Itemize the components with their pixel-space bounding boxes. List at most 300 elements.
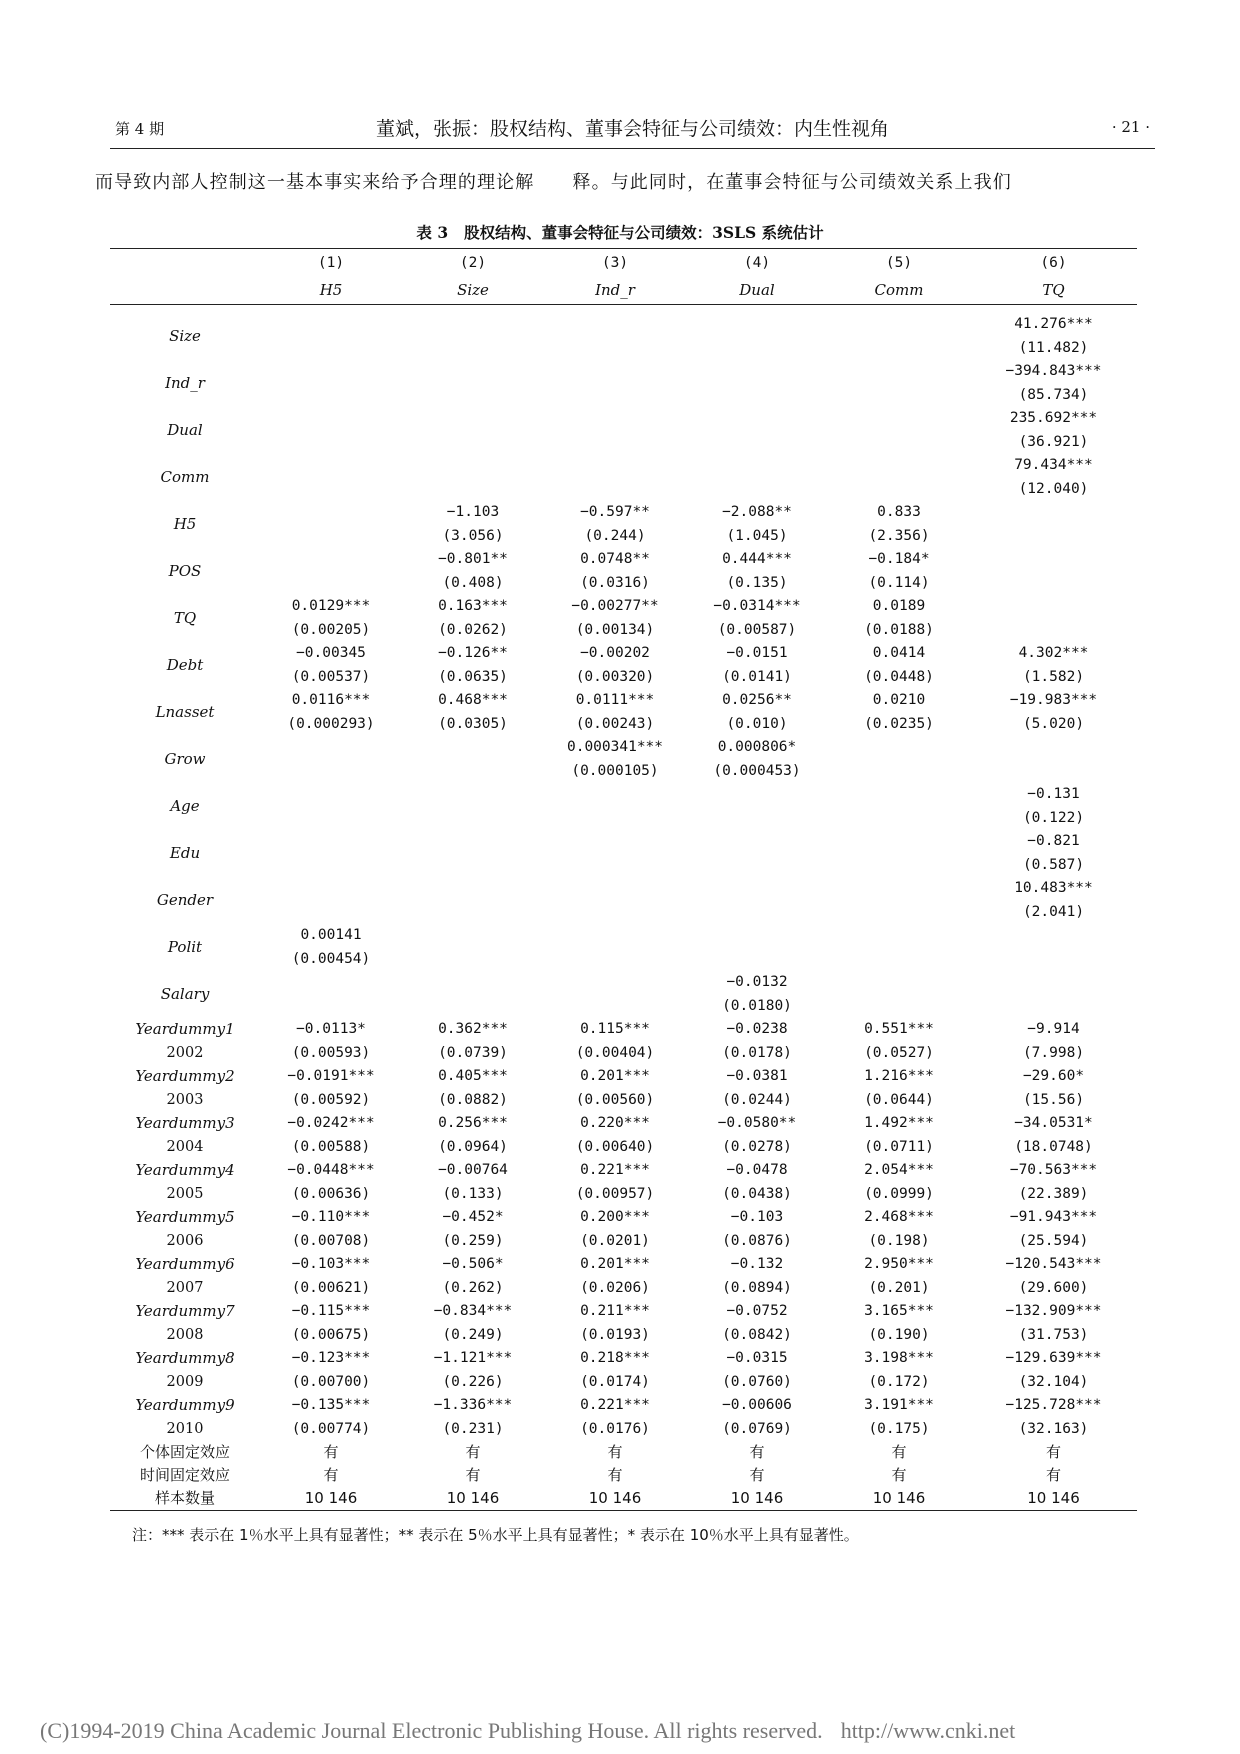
year-dummy-label: Yeardummy8 (135, 1349, 235, 1367)
coef-row (110, 689, 1137, 713)
coef-cell (260, 360, 402, 384)
se-cell: (0.0842) (722, 1326, 792, 1343)
se-cell: (0.0305) (438, 715, 508, 732)
se-cell (402, 901, 544, 925)
coef-cell: 0.0111*** (575, 692, 655, 708)
coef-cell (828, 877, 970, 901)
coef-cell (402, 971, 544, 995)
se-cell (970, 572, 1137, 596)
se-cell (686, 431, 828, 455)
row-label: Age (170, 796, 200, 815)
se-cell (260, 431, 402, 455)
se-cell: (0.587) (1022, 856, 1085, 873)
fixed-effect-row (110, 1487, 1137, 1511)
year-coef-row (110, 1112, 1137, 1136)
se-cell: (0.0876) (722, 1232, 792, 1249)
se-cell (828, 995, 970, 1019)
coef-cell (828, 360, 970, 384)
col-number: (6) (1040, 255, 1067, 271)
se-cell (828, 807, 970, 831)
se-cell (402, 337, 544, 361)
se-cell (402, 478, 544, 502)
se-cell: (0.172) (868, 1373, 930, 1390)
se-cell (828, 901, 970, 925)
se-cell (544, 807, 686, 831)
coef-cell: 0.201*** (580, 1068, 650, 1084)
se-cell: (0.0180) (722, 997, 792, 1014)
row-label: Size (169, 326, 201, 345)
fixed-effect-cell: 有 (323, 1443, 339, 1461)
se-row (110, 384, 1137, 408)
se-cell: (0.0262) (438, 621, 508, 638)
se-cell: (0.262) (442, 1279, 504, 1296)
dependent-variable-row (110, 277, 1137, 305)
se-cell (970, 619, 1137, 643)
se-cell: (11.482) (1018, 339, 1089, 356)
se-cell: (0.0244) (722, 1091, 792, 1108)
year-label: 2010 (166, 1420, 204, 1437)
coef-cell: −129.639*** (1005, 1350, 1102, 1366)
coef-row (110, 971, 1137, 995)
se-cell: (0.133) (442, 1185, 504, 1202)
se-cell (828, 948, 970, 972)
coef-cell (402, 360, 544, 384)
coef-cell (544, 305, 686, 337)
row-label: Polit (167, 937, 203, 956)
se-cell (544, 995, 686, 1019)
coef-cell: −0.00606 (722, 1397, 792, 1413)
coef-cell: 2.054*** (864, 1162, 934, 1178)
coef-cell: 0.0129*** (291, 598, 371, 614)
coef-cell: 1.492*** (864, 1115, 934, 1131)
coef-cell (828, 305, 970, 337)
header-blank (110, 277, 260, 305)
se-row (110, 619, 1137, 643)
col-number: (2) (459, 255, 487, 271)
se-row (110, 760, 1137, 784)
coef-cell: 0.0256** (722, 692, 792, 708)
se-cell (260, 807, 402, 831)
row-label: H5 (173, 514, 197, 533)
se-cell: (0.00593) (291, 1044, 371, 1061)
se-cell: (5.020) (1022, 715, 1085, 732)
coef-row (110, 877, 1137, 901)
se-row (110, 666, 1137, 690)
se-cell (686, 478, 828, 502)
fixed-effect-row (110, 1441, 1137, 1464)
coef-cell (544, 830, 686, 854)
row-label: Gender (156, 890, 214, 909)
se-cell: (0.226) (442, 1373, 504, 1390)
coef-cell (828, 454, 970, 478)
coef-cell (402, 924, 544, 948)
year-dummy-label: Yeardummy9 (135, 1396, 235, 1414)
body-text-line: 而导致内部人控制这一基本事实来给予合理的理论解 释。与此同时，在董事会特征与公司绩效关系上我们 (95, 172, 1012, 193)
table-caption-text: 股权结构、董事会特征与公司绩效：3SLS 系统估计 (464, 223, 824, 242)
se-cell: (0.0769) (722, 1420, 792, 1437)
coef-cell (260, 736, 402, 760)
coef-cell: 0.833 (877, 504, 921, 520)
se-cell: (0.000293) (287, 715, 375, 732)
se-cell: (0.0316) (580, 574, 650, 591)
coef-cell: −0.0132 (726, 974, 788, 990)
coef-cell (828, 783, 970, 807)
se-cell (544, 337, 686, 361)
coef-cell: −0.110*** (291, 1209, 371, 1225)
coef-cell: −125.728*** (1005, 1397, 1102, 1413)
col-variable: Ind_r (595, 281, 635, 299)
coef-cell (828, 407, 970, 431)
coef-cell: −0.0151 (726, 645, 788, 661)
year-se-row (110, 1324, 1137, 1348)
coef-row (110, 454, 1137, 478)
year-label: 2006 (166, 1232, 204, 1249)
se-cell (970, 948, 1137, 972)
coef-cell: 0.0189 (872, 598, 926, 614)
se-cell: (0.0188) (864, 621, 934, 638)
coef-cell: −0.123*** (291, 1350, 371, 1366)
se-cell: (0.0193) (580, 1326, 650, 1343)
coef-cell (828, 830, 970, 854)
coef-row (110, 736, 1137, 760)
coef-row (110, 360, 1137, 384)
col-number: (5) (885, 255, 913, 271)
coef-cell: −0.132 (730, 1256, 784, 1272)
se-cell: (0.135) (726, 574, 788, 591)
year-label: 2009 (166, 1373, 204, 1390)
coef-cell: −0.0191*** (287, 1068, 375, 1084)
coef-row (110, 407, 1137, 431)
year-se-row (110, 1418, 1137, 1442)
se-cell (686, 384, 828, 408)
se-cell: (0.010) (726, 715, 788, 732)
se-row (110, 807, 1137, 831)
year-coef-row (110, 1253, 1137, 1277)
se-cell: (0.00588) (291, 1138, 371, 1155)
coef-cell: 0.0116*** (291, 692, 371, 708)
coef-cell (260, 454, 402, 478)
coef-cell: −0.00202 (580, 645, 650, 661)
coef-row (110, 595, 1137, 619)
fixed-effect-cell: 有 (1045, 1466, 1061, 1484)
se-cell (970, 525, 1137, 549)
se-cell: (31.753) (1018, 1326, 1089, 1343)
se-cell: (0.00454) (291, 950, 371, 967)
se-cell (260, 525, 402, 549)
column-number-row (110, 249, 1137, 278)
se-cell: (0.114) (868, 574, 930, 591)
se-cell: (0.259) (442, 1232, 504, 1249)
se-cell: (0.201) (868, 1279, 930, 1296)
coef-cell: 0.221*** (580, 1162, 650, 1178)
year-coef-row (110, 1300, 1137, 1324)
se-cell: (0.175) (868, 1420, 930, 1437)
year-dummy-label: Yeardummy5 (135, 1208, 235, 1226)
coef-cell: −91.943*** (1009, 1209, 1098, 1225)
coef-cell (260, 305, 402, 337)
coef-cell: 10.483*** (1014, 880, 1093, 896)
se-row (110, 431, 1137, 455)
coef-cell (686, 830, 828, 854)
coef-cell: −120.543*** (1005, 1256, 1102, 1272)
coef-cell: −1.121*** (433, 1350, 513, 1366)
coef-cell: 0.221*** (580, 1397, 650, 1413)
se-cell: (0.00560) (575, 1091, 655, 1108)
coef-cell (402, 830, 544, 854)
coef-cell: 0.200*** (580, 1209, 650, 1225)
coef-cell: 0.0414 (872, 645, 926, 661)
coef-cell: −9.914 (1027, 1021, 1080, 1037)
table-caption-number: 表 3 (416, 223, 449, 242)
col-variable: Dual (739, 281, 775, 299)
coef-cell (828, 924, 970, 948)
se-cell: (0.00621) (291, 1279, 371, 1296)
se-row (110, 948, 1137, 972)
fixed-effect-cell: 有 (323, 1466, 339, 1484)
se-cell (686, 337, 828, 361)
se-cell (544, 384, 686, 408)
se-cell: (7.998) (1022, 1044, 1085, 1061)
coef-cell: −0.103 (730, 1209, 784, 1225)
coef-cell: −0.0752 (726, 1303, 788, 1319)
coef-cell: −1.336*** (433, 1397, 513, 1413)
year-se-row (110, 1136, 1137, 1160)
se-cell: (0.00774) (291, 1420, 371, 1437)
fixed-effect-label: 个体固定效应 (139, 1443, 230, 1461)
year-se-row (110, 1230, 1137, 1254)
fixed-effect-label: 时间固定效应 (139, 1466, 230, 1484)
year-coef-row (110, 1018, 1137, 1042)
se-cell (402, 995, 544, 1019)
coef-cell (970, 736, 1137, 760)
coef-cell (544, 924, 686, 948)
fixed-effect-cell: 有 (607, 1443, 623, 1461)
year-dummy-label: Yeardummy2 (135, 1067, 235, 1085)
se-cell: (0.0141) (722, 668, 792, 685)
coef-cell (828, 971, 970, 995)
coef-cell: 0.201*** (580, 1256, 650, 1272)
se-cell: (0.190) (868, 1326, 930, 1343)
fixed-effect-cell: 有 (465, 1443, 481, 1461)
fixed-effect-label: 样本数量 (154, 1489, 215, 1507)
row-label: Edu (169, 843, 201, 862)
se-row (110, 572, 1137, 596)
coef-cell: 0.405*** (438, 1068, 508, 1084)
coef-cell: −0.0315 (726, 1350, 788, 1366)
coef-cell: −70.563*** (1009, 1162, 1098, 1178)
regression-table (110, 248, 1137, 1511)
se-cell (828, 760, 970, 784)
coef-cell (544, 877, 686, 901)
se-cell: (0.00957) (575, 1185, 655, 1202)
se-cell: (0.000453) (713, 762, 801, 779)
se-cell (402, 854, 544, 878)
se-cell (828, 854, 970, 878)
coef-cell (686, 924, 828, 948)
coef-cell: −29.60* (1022, 1068, 1085, 1084)
se-cell: (0.0760) (722, 1373, 792, 1390)
col-number: (1) (317, 255, 345, 271)
se-cell (828, 431, 970, 455)
se-cell (260, 384, 402, 408)
se-row (110, 854, 1137, 878)
row-label: Debt (166, 655, 204, 674)
se-cell (544, 948, 686, 972)
coef-cell (260, 548, 402, 572)
se-cell: (0.00205) (291, 621, 371, 638)
se-cell (260, 760, 402, 784)
coef-cell: −0.131 (1027, 786, 1080, 802)
se-cell: (0.0206) (580, 1279, 650, 1296)
se-cell: (0.0894) (722, 1279, 792, 1296)
year-se-row (110, 1089, 1137, 1113)
se-cell: (0.231) (442, 1420, 504, 1437)
se-cell: (0.0739) (438, 1044, 508, 1061)
fixed-effect-cell: 有 (465, 1466, 481, 1484)
coef-cell (544, 407, 686, 431)
row-label: Salary (160, 984, 210, 1003)
row-label: Dual (167, 420, 203, 439)
fixed-effect-cell: 10 146 (872, 1489, 926, 1507)
coef-cell: 0.362*** (438, 1021, 508, 1037)
se-cell (402, 807, 544, 831)
se-cell: (3.056) (442, 527, 504, 544)
coef-cell: −132.909*** (1005, 1303, 1102, 1319)
coef-cell: −0.00764 (438, 1162, 508, 1178)
se-cell (970, 760, 1137, 784)
col-variable: Size (457, 281, 489, 299)
coef-cell: 3.198*** (864, 1350, 934, 1366)
coef-cell (970, 548, 1137, 572)
se-cell (402, 948, 544, 972)
coef-cell (402, 736, 544, 760)
se-cell: (0.00640) (575, 1138, 655, 1155)
se-cell: (12.040) (1018, 480, 1089, 497)
coef-cell: 0.220*** (580, 1115, 650, 1131)
coef-cell: 0.468*** (438, 692, 508, 708)
year-se-row (110, 1042, 1137, 1066)
se-cell (544, 431, 686, 455)
se-row (110, 995, 1137, 1019)
coef-cell: −0.0381 (726, 1068, 788, 1084)
se-cell: (0.249) (442, 1326, 504, 1343)
coef-cell: 0.218*** (580, 1350, 650, 1366)
coef-row (110, 783, 1137, 807)
row-label: TQ (173, 608, 197, 627)
se-cell (260, 901, 402, 925)
coef-cell: −2.088** (722, 504, 792, 520)
col-variable: Comm (874, 281, 924, 299)
year-se-row (110, 1371, 1137, 1395)
se-cell: (0.0201) (580, 1232, 650, 1249)
fixed-effect-cell: 有 (891, 1443, 907, 1461)
coef-row (110, 642, 1137, 666)
copyright-footer (40, 1718, 1015, 1744)
coef-row (110, 305, 1137, 337)
fixed-effect-cell: 10 146 (730, 1489, 784, 1507)
year-coef-row (110, 1347, 1137, 1371)
year-label: 2005 (166, 1185, 204, 1202)
coef-cell: −0.506* (442, 1256, 504, 1272)
se-cell (260, 995, 402, 1019)
se-row (110, 337, 1137, 361)
coef-cell: 0.444*** (722, 551, 792, 567)
se-cell (402, 384, 544, 408)
se-cell: (0.0438) (722, 1185, 792, 1202)
coef-cell: 79.434*** (1014, 457, 1093, 473)
issue-number: 第 4 期 (115, 120, 165, 138)
coef-cell (686, 305, 828, 337)
se-cell: (0.00587) (717, 621, 797, 638)
se-cell: (0.00592) (291, 1091, 371, 1108)
coef-cell: 0.000341*** (566, 739, 664, 755)
coef-cell (402, 783, 544, 807)
se-cell: (32.104) (1018, 1373, 1089, 1390)
running-title: 董斌，张振：股权结构、董事会特征与公司绩效：内生性视角 (375, 118, 889, 140)
year-coef-row (110, 1206, 1137, 1230)
coef-cell: 235.692*** (1009, 410, 1098, 426)
coef-cell: −1.103 (446, 504, 500, 520)
fixed-effect-row (110, 1464, 1137, 1487)
header-blank (110, 249, 260, 278)
coef-cell: 2.950*** (864, 1256, 934, 1272)
row-label: POS (168, 561, 202, 580)
coef-cell: 0.163*** (438, 598, 508, 614)
se-cell: (0.00243) (575, 715, 655, 732)
se-cell (828, 337, 970, 361)
coef-cell: 0.256*** (438, 1115, 508, 1131)
se-row (110, 525, 1137, 549)
coef-cell: −0.0478 (726, 1162, 788, 1178)
coef-cell: −0.0242*** (287, 1115, 375, 1131)
coef-cell: −0.103*** (291, 1256, 371, 1272)
se-cell (544, 854, 686, 878)
se-cell (686, 948, 828, 972)
se-cell: (0.408) (442, 574, 504, 591)
year-dummy-label: Yeardummy4 (135, 1161, 235, 1179)
se-cell: (18.0748) (1014, 1138, 1093, 1155)
coef-cell (402, 454, 544, 478)
year-coef-row (110, 1159, 1137, 1183)
se-cell: (0.0999) (864, 1185, 934, 1202)
year-label: 2002 (166, 1044, 204, 1061)
col-number: (4) (743, 255, 771, 271)
se-cell: (0.0964) (438, 1138, 508, 1155)
year-dummy-label: Yeardummy6 (135, 1255, 235, 1273)
se-cell: (0.0278) (722, 1138, 792, 1155)
coef-cell (686, 360, 828, 384)
se-cell: (0.0711) (864, 1138, 934, 1155)
fixed-effect-cell: 10 146 (304, 1489, 358, 1507)
year-coef-row (110, 1394, 1137, 1418)
coef-cell: −19.983*** (1009, 692, 1098, 708)
se-cell: (0.122) (1022, 809, 1085, 826)
coef-cell: −0.0314*** (713, 598, 801, 614)
se-row (110, 901, 1137, 925)
coef-row (110, 548, 1137, 572)
se-cell: (0.00404) (575, 1044, 655, 1061)
coef-cell (686, 877, 828, 901)
se-cell: (1.582) (1022, 668, 1085, 685)
se-cell (970, 995, 1137, 1019)
fixed-effect-cell: 10 146 (446, 1489, 500, 1507)
coef-row (110, 924, 1137, 948)
se-cell: (0.0882) (438, 1091, 508, 1108)
coef-cell (970, 501, 1137, 525)
se-cell: (0.00708) (291, 1232, 371, 1249)
coef-cell (260, 971, 402, 995)
coef-cell (402, 407, 544, 431)
